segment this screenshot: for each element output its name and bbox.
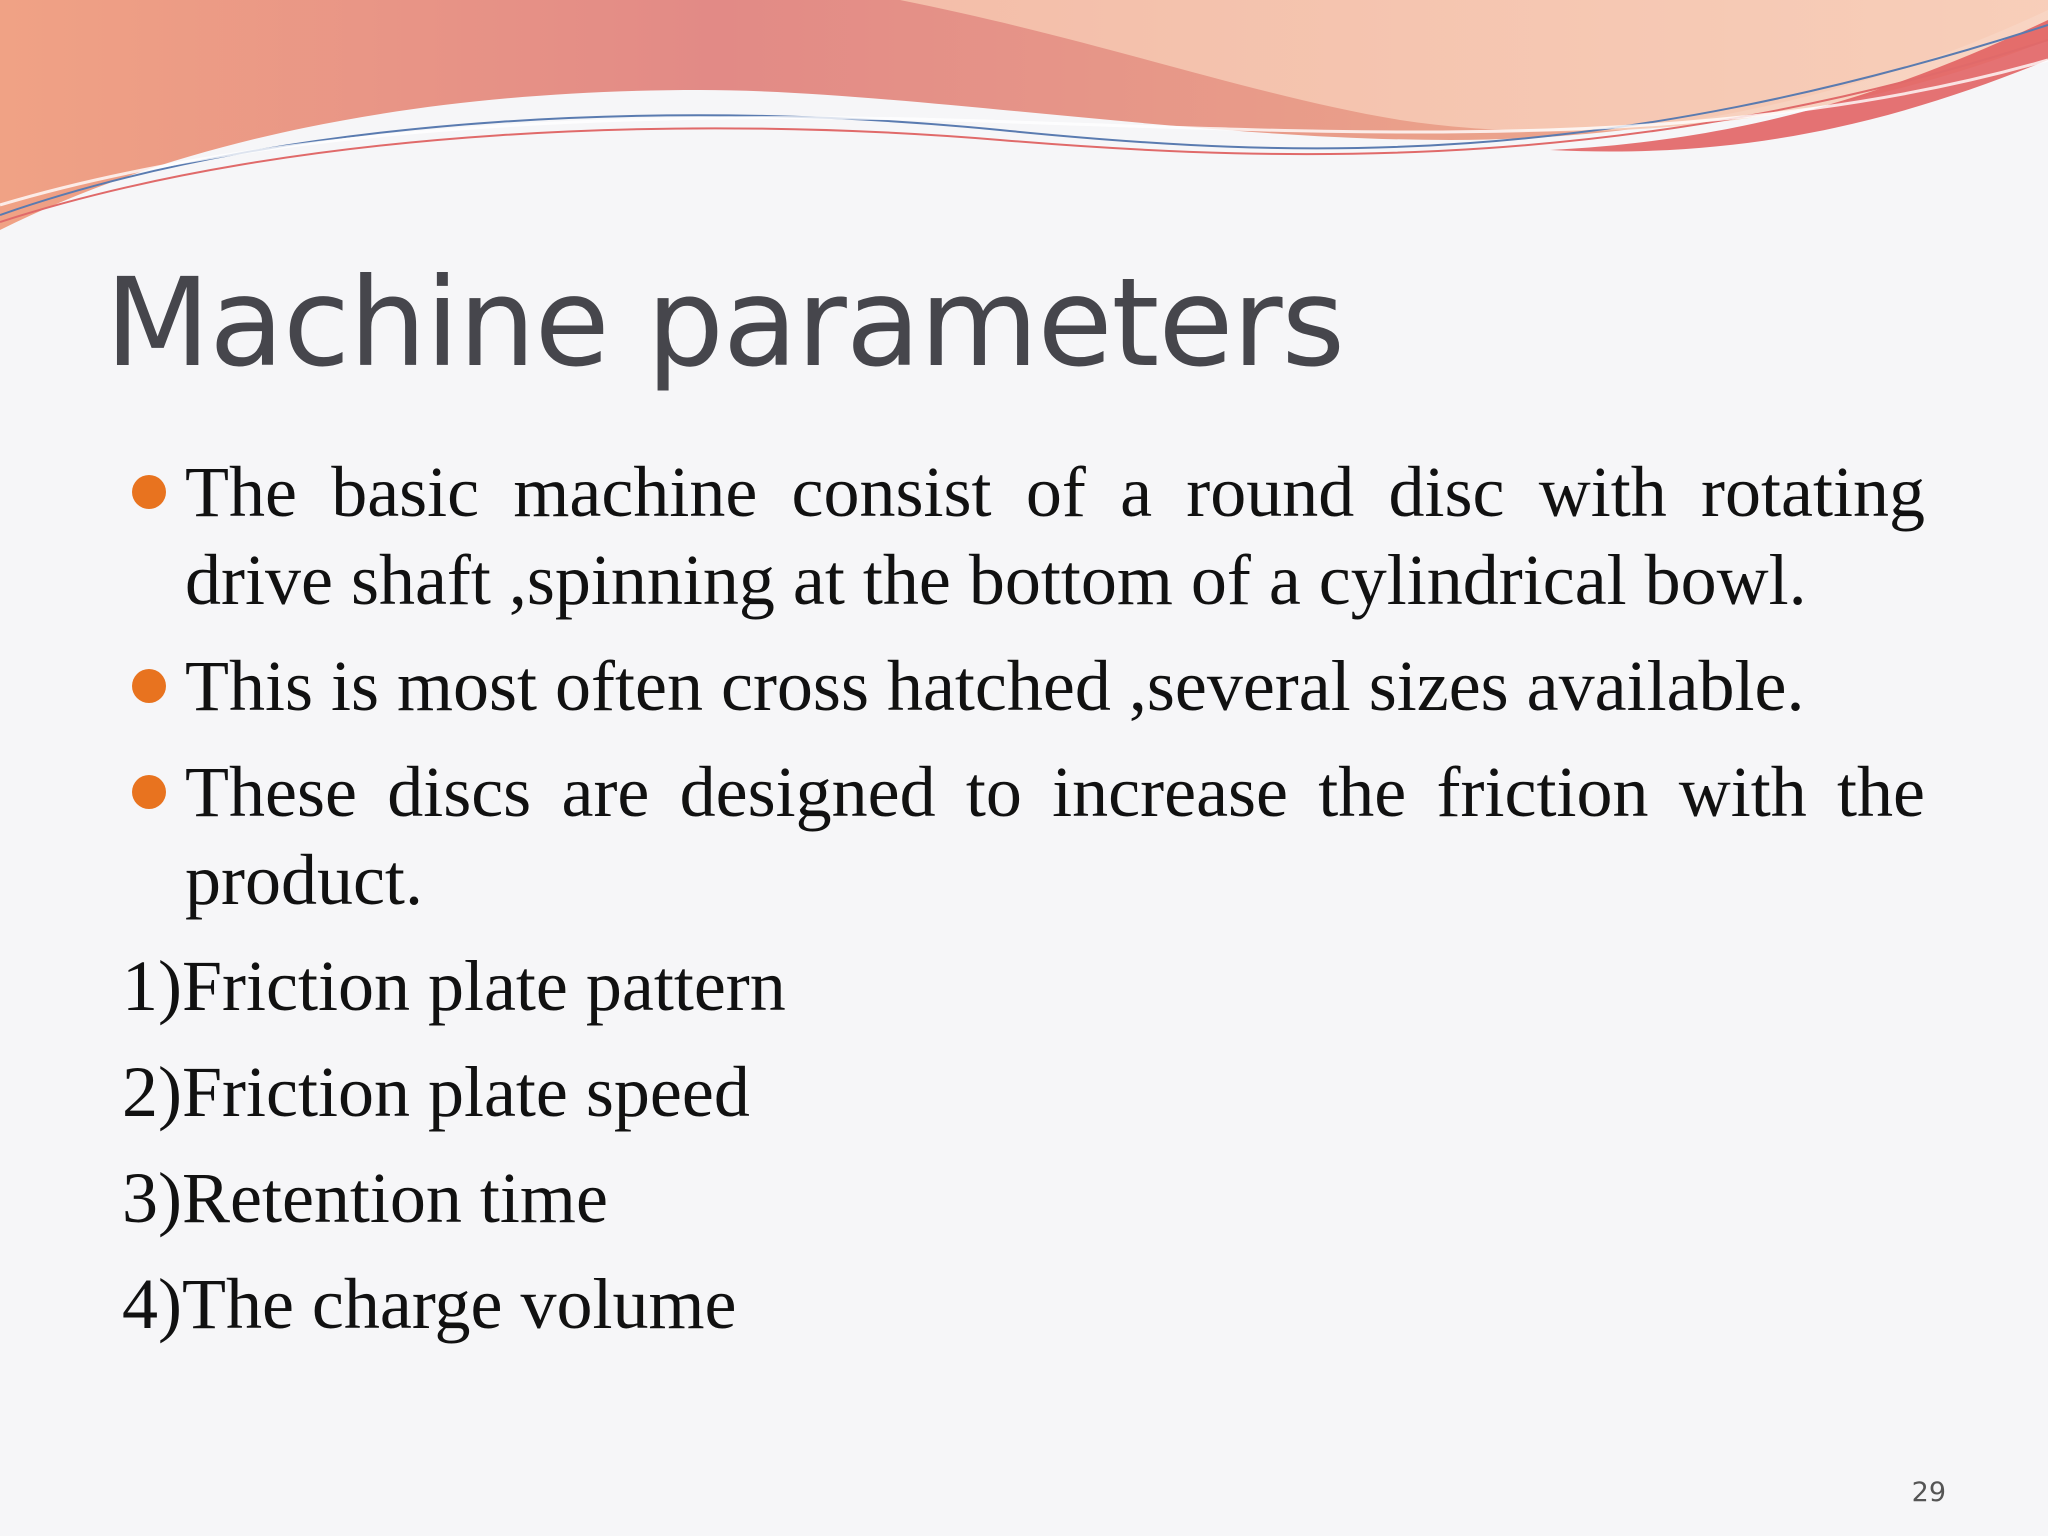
header-wave-decoration	[0, 0, 2048, 260]
bullet-text: These discs are designed to increase the friction with the product.	[185, 752, 1925, 920]
bullet-item	[120, 448, 1925, 624]
numbered-item: 2)Friction plate speed	[122, 1052, 750, 1132]
bullet-text: This is most often cross hatched ,several sizes available.	[185, 646, 1805, 726]
bullet-icon	[132, 775, 166, 809]
numbered-item: 4)The charge volume	[122, 1264, 737, 1344]
numbered-item: 3)Retention time	[122, 1158, 608, 1238]
numbered-item: 1)Friction plate pattern	[122, 946, 786, 1026]
slide-title: Machine parameters	[105, 252, 1345, 394]
bullet-icon	[132, 669, 166, 703]
bullet-text: The basic machine consist of a round disc with rotating drive shaft ,spinning at the bottom of a cylindrical bowl.	[185, 452, 1925, 620]
page-number: 29	[1911, 1477, 1946, 1508]
slide-body	[120, 448, 1925, 1366]
bullet-item	[120, 748, 1925, 924]
bullet-icon	[132, 475, 166, 509]
bullet-item	[120, 642, 1925, 730]
